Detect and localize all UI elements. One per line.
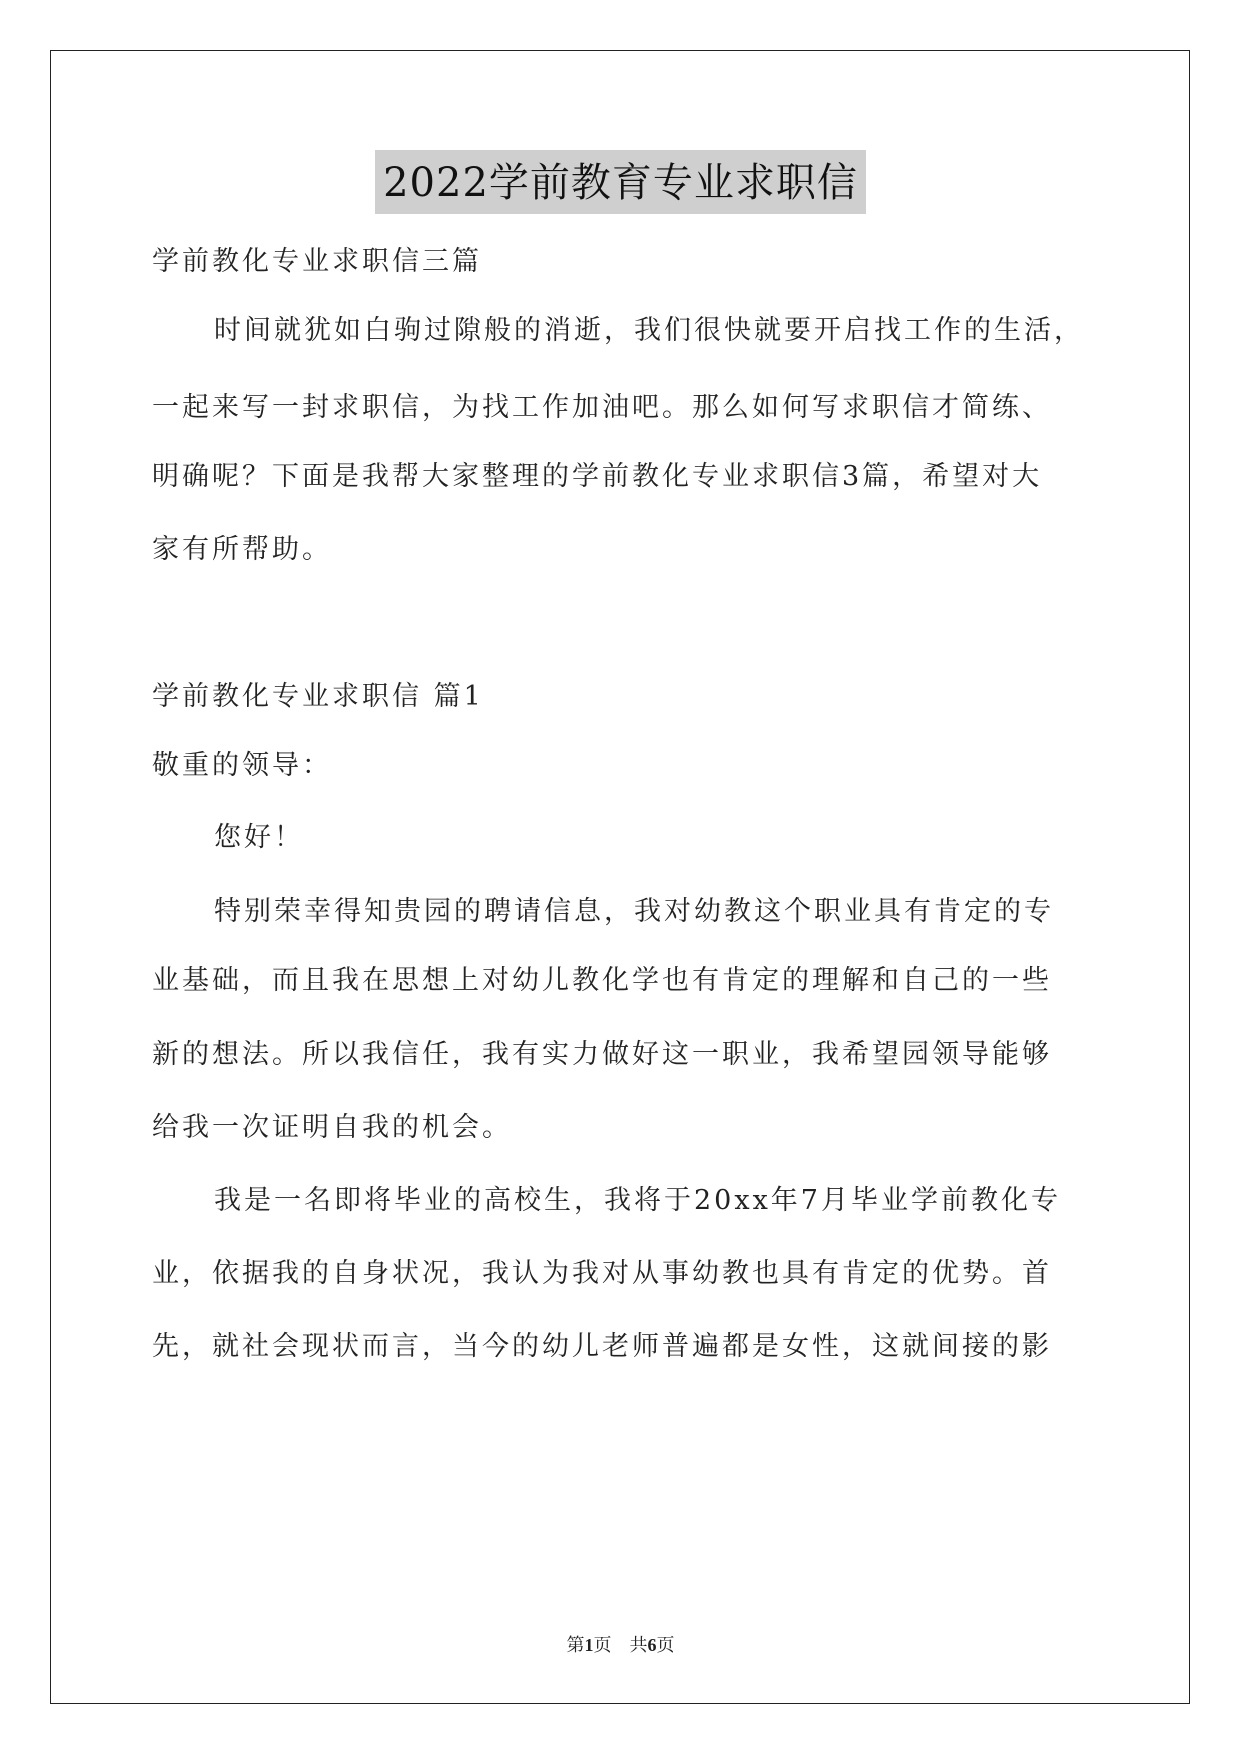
paragraph-line: 先，就社会现状而言，当今的幼儿老师普遍都是女性，这就间接的影	[152, 1331, 1052, 1362]
document-title: 2022学前教育专业求职信	[375, 150, 866, 214]
subtitle: 学前教化专业求职信三篇	[152, 246, 482, 277]
salutation: 敬重的领导：	[152, 750, 332, 781]
total-prefix: 共	[629, 1635, 648, 1655]
intro-line: 时间就犹如白驹过隙般的消逝，我们很快就要开启找工作的生活，	[214, 315, 1084, 346]
page-footer	[0, 1631, 1241, 1657]
intro-line: 一起来写一封求职信，为找工作加油吧。那么如何写求职信才简练、	[152, 392, 1052, 423]
paragraph-line: 我是一名即将毕业的高校生，我将于20xx年7月毕业学前教化专	[214, 1185, 1061, 1216]
paragraph-line: 特别荣幸得知贵园的聘请信息，我对幼教这个职业具有肯定的专	[214, 896, 1054, 927]
page-total: 6	[647, 1635, 657, 1655]
page-border	[50, 50, 1190, 1704]
paragraph-line: 新的想法。所以我信任，我有实力做好这一职业，我希望园领导能够	[152, 1039, 1052, 1070]
paragraph-line: 给我一次证明自我的机会。	[152, 1112, 512, 1143]
title-container	[0, 150, 1241, 214]
intro-line: 明确呢？下面是我帮大家整理的学前教化专业求职信3篇，希望对大	[152, 461, 1043, 492]
page-prefix: 第	[566, 1635, 585, 1655]
paragraph-line: 业基础，而且我在思想上对幼儿教化学也有肯定的理解和自己的一些	[152, 965, 1052, 996]
greeting: 您好！	[214, 822, 304, 853]
page-suffix: 页	[593, 1635, 612, 1655]
section-heading: 学前教化专业求职信 篇1	[152, 681, 484, 712]
total-suffix: 页	[656, 1635, 675, 1655]
intro-line: 家有所帮助。	[152, 534, 332, 565]
paragraph-line: 业，依据我的自身状况，我认为我对从事幼教也具有肯定的优势。首	[152, 1258, 1052, 1289]
page-current: 1	[584, 1635, 594, 1655]
